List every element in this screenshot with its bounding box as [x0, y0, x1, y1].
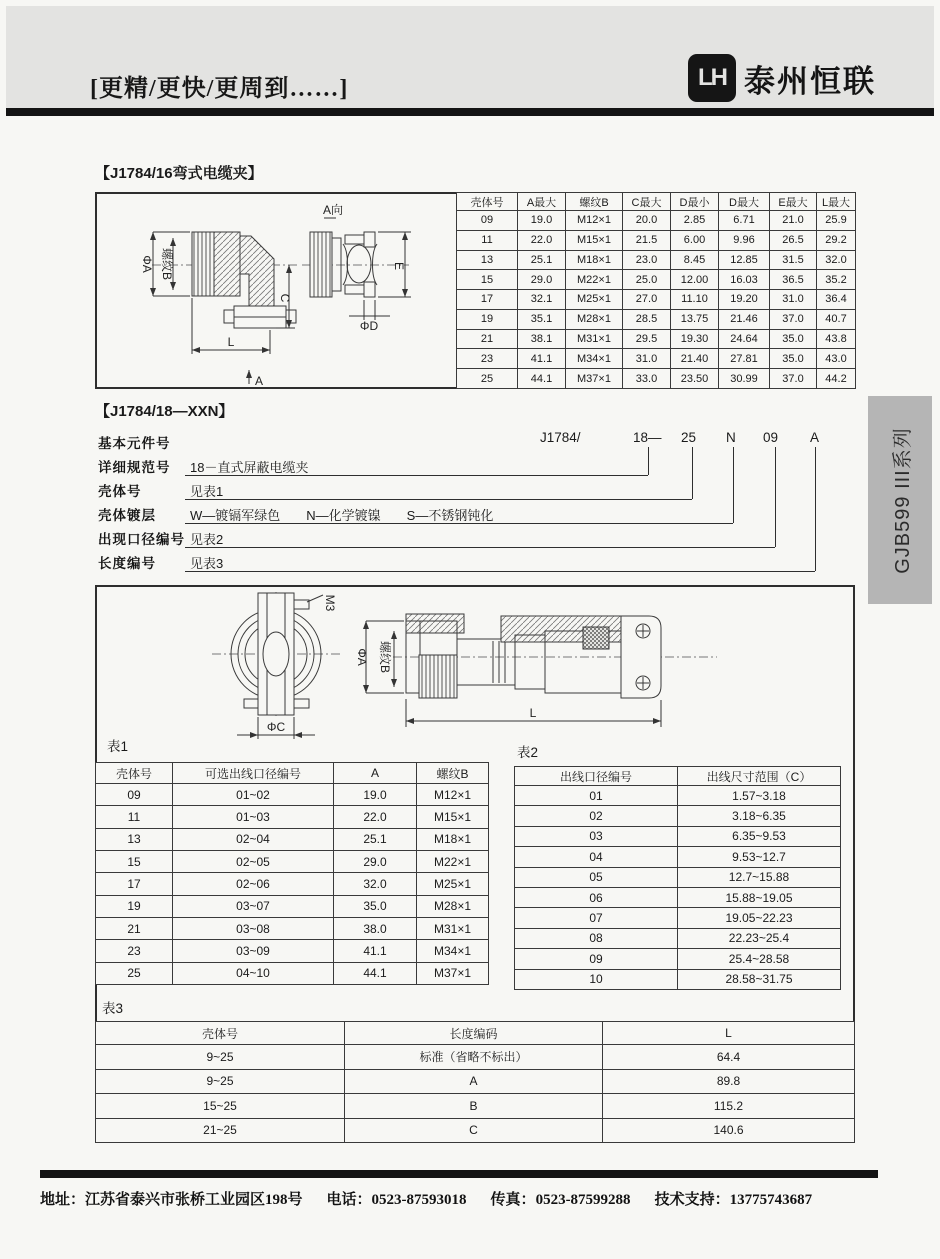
- spec-label-plating: 壳体镀层: [98, 508, 156, 523]
- cell: 115.2: [603, 1094, 855, 1119]
- table-row: [515, 867, 841, 887]
- cell: 6.71: [719, 211, 770, 231]
- cell: 15~25: [96, 1094, 345, 1119]
- column-header: A: [334, 763, 417, 784]
- cell: 89.8: [603, 1069, 855, 1094]
- cell: 11.10: [671, 290, 719, 310]
- cell: 19: [96, 895, 173, 917]
- dim-a-label: A: [255, 374, 264, 387]
- cell: 12.7~15.88: [678, 867, 841, 887]
- table-row: [96, 806, 489, 828]
- cell: 21.40: [671, 349, 719, 369]
- column-header: L最大: [817, 193, 856, 211]
- column-header: E最大: [770, 193, 817, 211]
- cell: 32.1: [518, 290, 566, 310]
- table-row: [96, 784, 489, 806]
- cell: 25.1: [334, 828, 417, 850]
- cell: 标准（省略不标出）: [345, 1045, 603, 1070]
- cell: 11: [457, 230, 518, 250]
- connector-line: [733, 447, 734, 523]
- table-row: [96, 1118, 855, 1143]
- cell: 25: [96, 962, 173, 984]
- table3: [95, 1021, 855, 1143]
- cell: M18×1: [417, 828, 489, 850]
- cell: 25.9: [817, 211, 856, 231]
- cell: 140.6: [603, 1118, 855, 1143]
- cell: 29.0: [334, 850, 417, 872]
- footer-address-value: 江苏省泰兴市张桥工业园区198号: [85, 1192, 303, 1208]
- cell: M12×1: [566, 211, 623, 231]
- dim-phi-d-label: ΦD: [359, 319, 379, 333]
- dim-l-label: L: [227, 335, 235, 349]
- cell: M28×1: [566, 309, 623, 329]
- table-row: [515, 847, 841, 867]
- footer-support-label: 技术支持：: [654, 1192, 730, 1208]
- table1: [95, 762, 489, 985]
- cell: 15: [96, 850, 173, 872]
- cell: M37×1: [417, 962, 489, 984]
- cell: 3.18~6.35: [678, 806, 841, 826]
- cell: 44.1: [518, 369, 566, 389]
- cell: 25: [457, 369, 518, 389]
- cell: 21.0: [770, 211, 817, 231]
- column-header: 长度编码: [345, 1022, 603, 1045]
- cell: 6.35~9.53: [678, 826, 841, 846]
- dim-phi-a-label: ΦA: [140, 255, 154, 273]
- cell: 25.0: [623, 270, 671, 290]
- cell: 09: [96, 784, 173, 806]
- cell: M34×1: [417, 940, 489, 962]
- footer-phone-value: 0523-87593018: [371, 1192, 467, 1208]
- table-row: [96, 1069, 855, 1094]
- cell: 21.46: [719, 309, 770, 329]
- cell: 03~07: [173, 895, 334, 917]
- straight-clamp-side-view: [393, 614, 717, 698]
- spec-underline: [185, 523, 733, 524]
- cell: A: [345, 1069, 603, 1094]
- cell: 15: [457, 270, 518, 290]
- header-row: [515, 767, 841, 786]
- straight-clamp-end-view: [212, 592, 340, 716]
- cell: 35.0: [334, 895, 417, 917]
- cell: M37×1: [566, 369, 623, 389]
- cell: 35.2: [817, 270, 856, 290]
- cell: 23: [457, 349, 518, 369]
- section1-table: [456, 192, 856, 389]
- table2-caption: 表2: [517, 745, 539, 760]
- cell: 02~06: [173, 873, 334, 895]
- cell: 22.0: [518, 230, 566, 250]
- cell: 43.0: [817, 349, 856, 369]
- footer-address-label: 地址：: [40, 1192, 86, 1208]
- cell: 31.0: [770, 290, 817, 310]
- connector-line: [815, 447, 816, 571]
- brand-name: 泰州恒联: [744, 63, 876, 99]
- spec-label-shell: 壳体号: [98, 484, 142, 499]
- cell: M15×1: [417, 806, 489, 828]
- cell: M25×1: [417, 873, 489, 895]
- cell: 26.5: [770, 230, 817, 250]
- cell: 03~09: [173, 940, 334, 962]
- cell: 19.20: [719, 290, 770, 310]
- table-row: [96, 962, 489, 984]
- table-row: [457, 369, 856, 389]
- section1-drawing: [97, 194, 456, 387]
- table-row: [515, 806, 841, 826]
- cell: 27.81: [719, 349, 770, 369]
- cell: 44.2: [817, 369, 856, 389]
- cell: 16.03: [719, 270, 770, 290]
- cell: 22.23~25.4: [678, 928, 841, 948]
- footer-fax-value: 0523-87599288: [535, 1192, 631, 1208]
- table-row: [96, 1094, 855, 1119]
- table3-caption: 表3: [102, 1001, 124, 1016]
- column-header: D最大: [719, 193, 770, 211]
- cell: 29.0: [518, 270, 566, 290]
- cell: 37.0: [770, 309, 817, 329]
- brand-logo-icon: [688, 54, 736, 102]
- cell: 9~25: [96, 1069, 345, 1094]
- section1-figure-box: [95, 192, 856, 389]
- table-row: [96, 828, 489, 850]
- cell: 28.58~31.75: [678, 969, 841, 989]
- cell: 09: [515, 949, 678, 969]
- cell: 6.00: [671, 230, 719, 250]
- cell: 20.0: [623, 211, 671, 231]
- table-row: [457, 290, 856, 310]
- table-row: [96, 940, 489, 962]
- column-header: L: [603, 1022, 855, 1045]
- cell: 09: [457, 211, 518, 231]
- footer-support: [655, 1188, 813, 1209]
- series-side-tab-label: GJB599 III系列: [891, 426, 914, 574]
- cell: 35.1: [518, 309, 566, 329]
- cell: 07: [515, 908, 678, 928]
- cell: 19: [457, 309, 518, 329]
- footer-address: [40, 1188, 303, 1209]
- column-header: 壳体号: [96, 1022, 345, 1045]
- table-row: [457, 230, 856, 250]
- spec-underline: [185, 475, 648, 476]
- dim-phi-a-label: ΦA: [355, 648, 369, 666]
- dim-l-label: L: [529, 706, 537, 720]
- view-a-label: A向: [323, 203, 344, 217]
- cell: M31×1: [417, 917, 489, 939]
- cell: 31.5: [770, 250, 817, 270]
- part-code-prefix: J1784/: [540, 430, 581, 445]
- spec-label-outlet: 出现口径编号: [98, 532, 185, 547]
- column-header: 螺纹B: [566, 193, 623, 211]
- cell: 2.85: [671, 211, 719, 231]
- cell: 24.64: [719, 329, 770, 349]
- table-row: [515, 969, 841, 989]
- cell: M31×1: [566, 329, 623, 349]
- part-code-outlet: 09: [763, 430, 779, 445]
- cell: 31.0: [623, 349, 671, 369]
- cell: 36.4: [817, 290, 856, 310]
- spec-label-length: 长度编号: [98, 556, 156, 571]
- spec-value-length: 见表3: [190, 556, 224, 571]
- table-row: [96, 917, 489, 939]
- cell: 23: [96, 940, 173, 962]
- section2-figure-box: [95, 585, 855, 1143]
- table-row: [515, 887, 841, 907]
- column-header: 螺纹B: [417, 763, 489, 784]
- dim-m3-label: M3: [323, 594, 337, 612]
- cell: 01~02: [173, 784, 334, 806]
- table-row: [96, 895, 489, 917]
- cell: 03: [515, 826, 678, 846]
- cell: 21: [96, 917, 173, 939]
- header-row: [96, 1022, 855, 1045]
- brand: [688, 54, 876, 102]
- column-header: 可选出线口径编号: [173, 763, 334, 784]
- cell: 02~04: [173, 828, 334, 850]
- table-row: [96, 873, 489, 895]
- cell: 03~08: [173, 917, 334, 939]
- cell: 32.0: [334, 873, 417, 895]
- cell: M22×1: [417, 850, 489, 872]
- cell: 21.5: [623, 230, 671, 250]
- header-row: [457, 193, 856, 211]
- cell: 25.4~28.58: [678, 949, 841, 969]
- cell: 35.0: [770, 329, 817, 349]
- table-row: [515, 949, 841, 969]
- cell: 12.00: [671, 270, 719, 290]
- cell: 23.0: [623, 250, 671, 270]
- table-row: [515, 928, 841, 948]
- cell: 64.4: [603, 1045, 855, 1070]
- table2: [514, 766, 841, 990]
- cell: 44.1: [334, 962, 417, 984]
- cell: 21~25: [96, 1118, 345, 1143]
- section2-drawing: [97, 587, 849, 745]
- spec-value-shell: 见表1: [190, 484, 224, 499]
- cell: 29.2: [817, 230, 856, 250]
- cell: 06: [515, 887, 678, 907]
- cell: 05: [515, 867, 678, 887]
- cell: 17: [96, 873, 173, 895]
- table-row: [457, 309, 856, 329]
- table-row: [457, 250, 856, 270]
- column-header: 壳体号: [96, 763, 173, 784]
- table-row: [457, 349, 856, 369]
- connector-line: [692, 447, 693, 499]
- cell: 10: [515, 969, 678, 989]
- cell: 02: [515, 806, 678, 826]
- cell: 33.0: [623, 369, 671, 389]
- part-code-spec: 18—: [633, 430, 662, 445]
- column-header: 壳体号: [457, 193, 518, 211]
- cell: 19.30: [671, 329, 719, 349]
- table1-caption: 表1: [107, 739, 129, 754]
- footer-phone-label: 电话：: [326, 1192, 372, 1208]
- cell: 36.5: [770, 270, 817, 290]
- cell: 21: [457, 329, 518, 349]
- table-row: [96, 1045, 855, 1070]
- spec-underline: [185, 547, 775, 548]
- column-header: D最小: [671, 193, 719, 211]
- cell: 02~05: [173, 850, 334, 872]
- cell: 19.05~22.23: [678, 908, 841, 928]
- cell: 22.0: [334, 806, 417, 828]
- spec-underline: [185, 571, 815, 572]
- footer-support-value: 13775743687: [729, 1192, 813, 1208]
- footer-fax-label: 传真：: [490, 1192, 536, 1208]
- cell: B: [345, 1094, 603, 1119]
- series-side-tab: [868, 396, 932, 604]
- table-row: [515, 786, 841, 806]
- column-header: 出线尺寸范围（C）: [678, 767, 841, 786]
- cell: M12×1: [417, 784, 489, 806]
- cell: 9~25: [96, 1045, 345, 1070]
- footer-fax: [491, 1188, 631, 1209]
- brand-logo-text: LH: [698, 64, 726, 91]
- cell: 28.5: [623, 309, 671, 329]
- header: [6, 6, 934, 108]
- cell: 40.7: [817, 309, 856, 329]
- header-divider: [6, 108, 934, 116]
- cell: 04: [515, 847, 678, 867]
- part-code-plating: N: [726, 430, 736, 445]
- cell: 25.1: [518, 250, 566, 270]
- cell: 04~10: [173, 962, 334, 984]
- cell: 15.88~19.05: [678, 887, 841, 907]
- dim-thread-b-label: 螺纹B: [160, 247, 174, 281]
- cell: 01: [515, 786, 678, 806]
- cell: 08: [515, 928, 678, 948]
- spec-value-detail: 18－直式屏蔽电缆夹: [190, 460, 309, 475]
- table-row: [515, 908, 841, 928]
- cell: 30.99: [719, 369, 770, 389]
- cell: 8.45: [671, 250, 719, 270]
- cell: M34×1: [566, 349, 623, 369]
- cell: 38.0: [334, 917, 417, 939]
- cell: M25×1: [566, 290, 623, 310]
- cell: M15×1: [566, 230, 623, 250]
- cell: 19.0: [518, 211, 566, 231]
- cell: 27.0: [623, 290, 671, 310]
- footer: [40, 1188, 900, 1209]
- cell: C: [345, 1118, 603, 1143]
- dim-thread-b-label: 螺纹B: [378, 640, 392, 674]
- cell: 43.8: [817, 329, 856, 349]
- column-header: C最大: [623, 193, 671, 211]
- cell: 01~03: [173, 806, 334, 828]
- cell: 41.1: [334, 940, 417, 962]
- cell: 38.1: [518, 329, 566, 349]
- cell: 32.0: [817, 250, 856, 270]
- spec-underline: [185, 499, 692, 500]
- cell: M22×1: [566, 270, 623, 290]
- connector-line: [648, 447, 649, 475]
- spec-label-detail: 详细规范号: [98, 460, 171, 475]
- spec-value-plating: W—镀镉军绿色 N—化学镀镍 S—不锈钢钝化: [190, 508, 494, 523]
- table-row: [457, 270, 856, 290]
- cell: 12.85: [719, 250, 770, 270]
- table-row: [457, 211, 856, 231]
- cell: 29.5: [623, 329, 671, 349]
- cell: M18×1: [566, 250, 623, 270]
- dim-phi-c-label: ΦC: [266, 720, 286, 734]
- cell: 13: [96, 828, 173, 850]
- cell: 23.50: [671, 369, 719, 389]
- cell: 41.1: [518, 349, 566, 369]
- dim-e-label: E: [392, 261, 406, 271]
- dim-c-label: C: [278, 293, 292, 303]
- table-row: [96, 850, 489, 872]
- column-header: A最大: [518, 193, 566, 211]
- cell: 17: [457, 290, 518, 310]
- section1-title: 【J1784/16弯式电缆夹】: [95, 165, 263, 182]
- header-row: [96, 763, 489, 784]
- table-row: [515, 826, 841, 846]
- footer-phone: [327, 1188, 467, 1209]
- cell: 9.96: [719, 230, 770, 250]
- spec-value-outlet: 见表2: [190, 532, 224, 547]
- cell: 11: [96, 806, 173, 828]
- cell: 13: [457, 250, 518, 270]
- cell: 19.0: [334, 784, 417, 806]
- column-header: 出线口径编号: [515, 767, 678, 786]
- cell: 1.57~3.18: [678, 786, 841, 806]
- table-row: [457, 329, 856, 349]
- part-code-shell: 25: [681, 430, 697, 445]
- cell: 35.0: [770, 349, 817, 369]
- part-code-length: A: [810, 430, 820, 445]
- spec-label-base: 基本元件号: [98, 436, 171, 451]
- cell: M28×1: [417, 895, 489, 917]
- section2-title: 【J1784/18—XXN】: [95, 403, 234, 420]
- footer-divider: [40, 1170, 878, 1178]
- connector-line: [775, 447, 776, 547]
- cell: 9.53~12.7: [678, 847, 841, 867]
- header-slogan: [更精/更快/更周到……]: [90, 76, 349, 102]
- cell: 37.0: [770, 369, 817, 389]
- cell: 13.75: [671, 309, 719, 329]
